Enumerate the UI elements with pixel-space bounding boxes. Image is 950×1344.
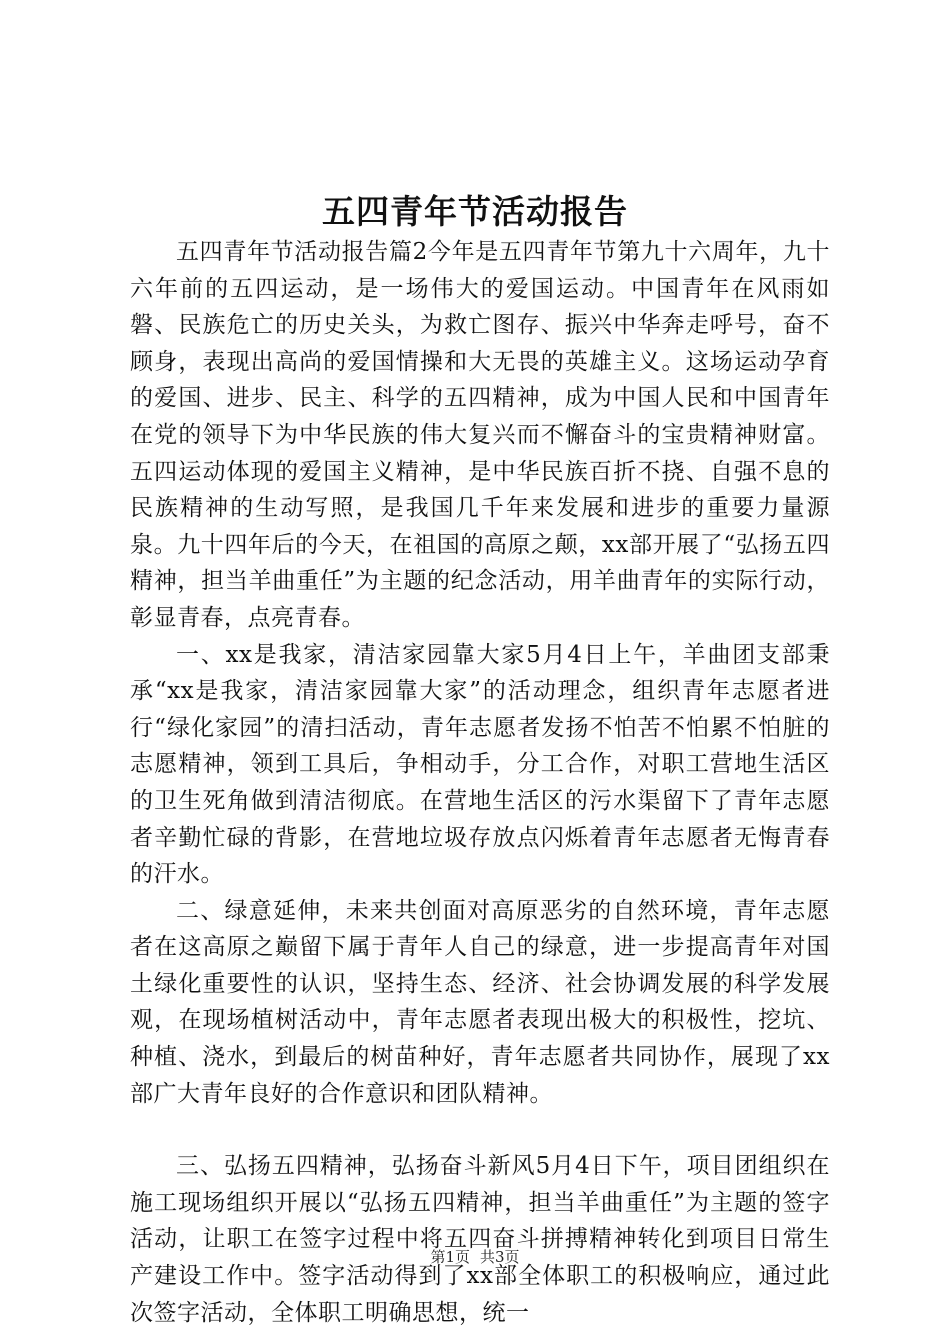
document-body [130,234,830,1331]
paragraph-section-three: 三、弘扬五四精神，弘扬奋斗新风5月4日下午，项目团组织在施工现场组织开展以“弘扬五四精神，担当羊曲重任”为主题的签字活动，让职工在签字过程中将五四奋斗拼搏精神转化到项目日常生产建设工作中。签字活动得到了xx部全体职工的积极响应，通过此次签字活动，全体职工明确思想，统一 [130,1153,830,1326]
paragraph-section-one: 一、xx是我家，清洁家园靠大家5月4日上午，羊曲团支部秉承“xx是我家，清洁家园靠大家”的活动理念，组织青年志愿者进行“绿化家园”的清扫活动，青年志愿者发扬不怕苦不怕累不怕脏的志愿精神，领到工具后，争相动手，分工合作，对职工营地生活区的卫生死角做到清洁彻底。在营地生活区的污水渠留下了青年志愿者辛勤忙碌的背影，在营地垃圾存放点闪烁着青年志愿者无悔青春的汗水。 [130,641,830,888]
page-total: 共3页 [480,1248,520,1266]
document-title: 五四青年节活动报告 [322,192,628,231]
page-footer [0,1246,950,1267]
paragraph-intro: 五四青年节活动报告篇2今年是五四青年节第九十六周年，九十六年前的五四运动，是一场伟大的爱国运动。中国青年在风雨如磐、民族危亡的历史关头，为救亡图存、振兴中华奔走呼号，奋不顾身，表现出高尚的爱国情操和大无畏的英雄主义。这场运动孕育的爱国、进步、民主、科学的五四精神，成为中国人民和中国青年在党的领导下为中华民族的伟大复兴而不懈奋斗的宝贵精神财富。五四运动体现的爱国主义精神，是中华民族百折不挠、自强不息的民族精神的生动写照，是我国几千年来发展和进步的重要力量源泉。九十四年后的今天，在祖国的高原之颠，xx部开展了“弘扬五四精神，担当羊曲重任”为主题的纪念活动，用羊曲青年的实际行动，彰显青春，点亮青春。 [130,239,830,631]
paragraph-section-two: 二、绿意延伸，未来共创面对高原恶劣的自然环境，青年志愿者在这高原之巅留下属于青年人自己的绿意，进一步提高青年对国土绿化重要性的认识，坚持生态、经济、社会协调发展的科学发展观，在现场植树活动中，青年志愿者表现出极大的积极性，挖坑、种植、浇水，到最后的树苗种好，青年志愿者共同协作，展现了xx部广大青年良好的合作意识和团队精神。 [130,897,830,1107]
page-number: 第1页 [430,1248,470,1266]
